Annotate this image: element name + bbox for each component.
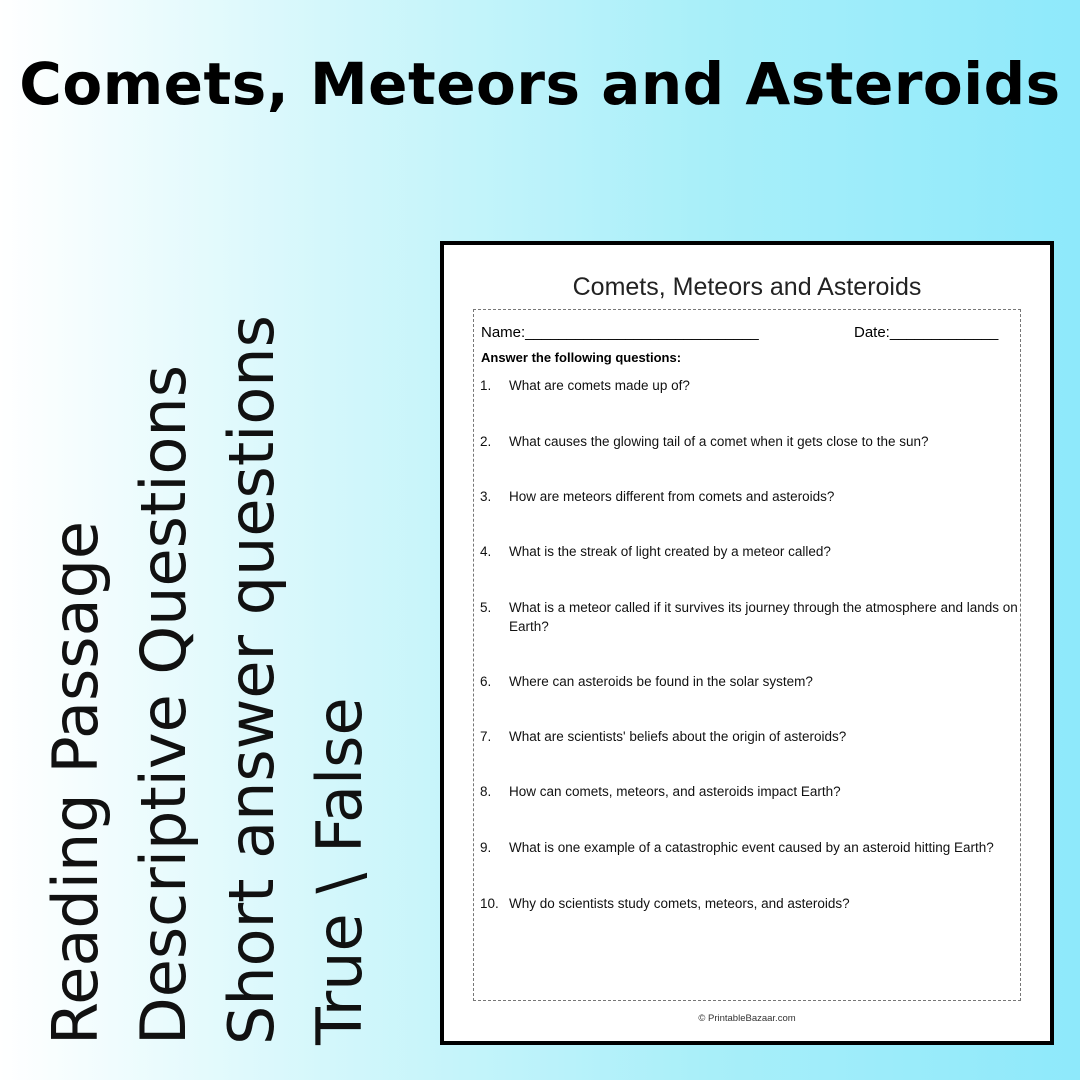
question-text: How can comets, meteors, and asteroids impact Earth? (509, 784, 841, 799)
feature-short-answer-questions: Short answer questions (215, 315, 288, 1045)
question-text: What causes the glowing tail of a comet when it gets close to the sun? (509, 434, 929, 449)
question-number: 2. (480, 434, 492, 449)
copyright-footer: © PrintableBazaar.com (698, 1013, 796, 1024)
worksheet-preview (440, 241, 1054, 1045)
question-text: What is a meteor called if it survives its journey through the atmosphere and lands on Earth? (509, 600, 1018, 634)
question-number: 9. (480, 840, 492, 855)
question-number: 1. (480, 378, 492, 393)
feature-true-false: True \ False (303, 697, 376, 1045)
question-number: 10. (480, 896, 499, 911)
question-text: What are comets made up of? (509, 378, 690, 393)
question-number: 5. (480, 600, 492, 615)
page-title: Comets, Meteors and Asteroids (19, 50, 1061, 118)
question-text: Where can asteroids be found in the solar system? (509, 674, 813, 689)
question-text: What is the streak of light created by a meteor called? (509, 544, 831, 559)
question-number: 3. (480, 489, 492, 504)
question-number: 8. (480, 784, 492, 799)
question-text: What are scientists' beliefs about the origin of asteroids? (509, 729, 847, 744)
question-text: How are meteors different from comets and asteroids? (509, 489, 835, 504)
feature-descriptive-questions: Descriptive Questions (127, 364, 200, 1045)
worksheet-title: Comets, Meteors and Asteroids (572, 273, 922, 301)
date-field: Date:_____________ (854, 324, 999, 341)
name-field: Name:____________________________ (481, 324, 759, 341)
question-number: 4. (480, 544, 492, 559)
question-text: Why do scientists study comets, meteors, and asteroids? (509, 896, 850, 911)
worksheet-body (473, 309, 1021, 1001)
instructions: Answer the following questions: (481, 350, 682, 365)
question-text: What is one example of a catastrophic event caused by an asteroid hitting Earth? (509, 840, 994, 855)
question-number: 6. (480, 674, 492, 689)
feature-reading-passage: Reading Passage (39, 520, 112, 1045)
question-number: 7. (480, 729, 492, 744)
